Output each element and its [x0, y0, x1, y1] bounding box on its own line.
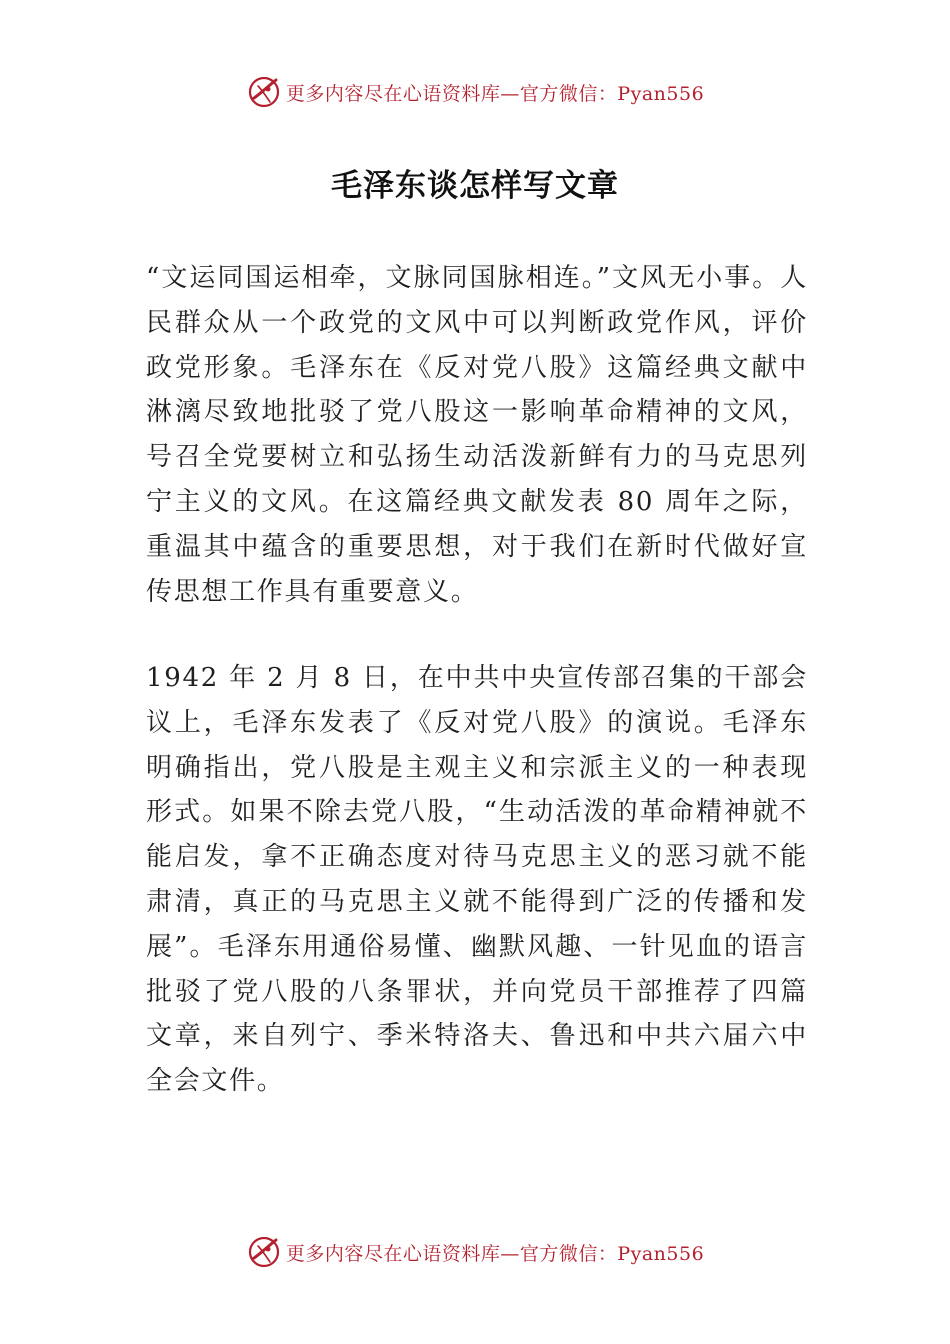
document-title: 毛泽东谈怎样写文章 — [331, 168, 619, 204]
paragraph-2: 1942 年 2 月 8 日，在中共中央宣传部召集的干部会议上，毛泽东发表了《反对党八股》的演说。毛泽东明确指出，党八股是主观主义和宗派主义的一种表现形式。如果不除去党八股，“生动活泼的革命精神就不能启发，拿不正确态度对待马克思主义的恶习就不能肃清，真正的马克思主义就不能得到广泛的传播和发展”。毛泽东用通俗易懂、幽默风趣、一针见血的语言批驳了党八股的八条罪状，并向党员干部推荐了四篇文章，来自列宁、季米特洛夫、鲁迅和中共六届六中全会文件。 — [146, 663, 808, 1097]
footer-watermark — [0, 1232, 950, 1272]
watermark-text: 更多内容尽在心语资料库—官方微信：Pyan556 — [285, 1242, 705, 1265]
header-watermark — [0, 72, 950, 112]
paragraph-1: “文运同国运相牵，文脉同国脉相连。”文风无小事。人民群众从一个政党的文风中可以判断政党作风，评价政党形象。毛泽东在《反对党八股》这篇经典文献中淋漓尽致地批驳了党八股这一影响革命精神的文风，号召全党要树立和弘扬生动活泼新鲜有力的马克思列宁主义的文风。在这篇经典文献发表 80 周年之际，重温其中蕴含的重要思想，对于我们在新时代做好宣传思想工作具有重要意义。 — [146, 263, 808, 607]
brush-pen-logo-icon — [246, 1234, 282, 1270]
watermark-text: 更多内容尽在心语资料库—官方微信：Pyan556 — [285, 82, 705, 105]
brush-pen-logo-icon — [246, 74, 282, 110]
